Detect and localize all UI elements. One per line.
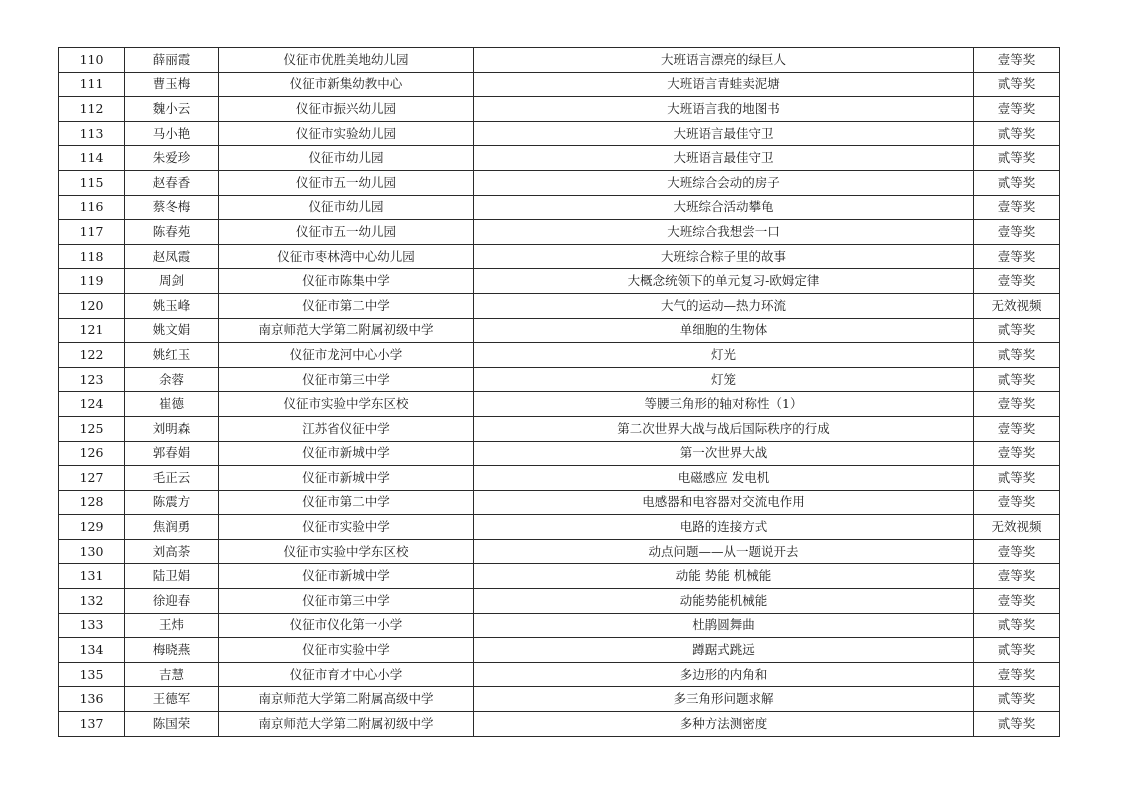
school-name-cell: 仪征市第三中学 xyxy=(219,367,474,392)
school-name-cell: 仪征市幼儿园 xyxy=(219,195,474,220)
entry-number-cell: 132 xyxy=(59,589,125,614)
teacher-name-cell: 王炜 xyxy=(125,613,219,638)
table-row xyxy=(59,170,1060,195)
teacher-name-cell: 崔德 xyxy=(125,392,219,417)
entry-number-cell: 135 xyxy=(59,662,125,687)
award-level-cell: 贰等奖 xyxy=(974,146,1060,171)
award-level-cell: 壹等奖 xyxy=(974,441,1060,466)
lesson-title-cell: 大班综合活动攀龟 xyxy=(474,195,974,220)
entry-number-cell: 136 xyxy=(59,687,125,712)
award-level-cell: 壹等奖 xyxy=(974,539,1060,564)
lesson-title-cell: 蹲踞式跳远 xyxy=(474,638,974,663)
table-row xyxy=(59,97,1060,122)
award-level-cell: 壹等奖 xyxy=(974,269,1060,294)
award-level-cell: 无效视频 xyxy=(974,293,1060,318)
table-row xyxy=(59,638,1060,663)
teacher-name-cell: 吉慧 xyxy=(125,662,219,687)
school-name-cell: 仪征市新城中学 xyxy=(219,466,474,491)
entry-number-cell: 112 xyxy=(59,97,125,122)
entry-number-cell: 110 xyxy=(59,48,125,73)
school-name-cell: 仪征市第三中学 xyxy=(219,589,474,614)
lesson-title-cell: 等腰三角形的轴对称性（1） xyxy=(474,392,974,417)
school-name-cell: 南京师范大学第二附属初级中学 xyxy=(219,318,474,343)
entry-number-cell: 119 xyxy=(59,269,125,294)
award-results-table xyxy=(58,47,1060,737)
table-row xyxy=(59,293,1060,318)
lesson-title-cell: 电感器和电容器对交流电作用 xyxy=(474,490,974,515)
table-row xyxy=(59,490,1060,515)
teacher-name-cell: 郭春娟 xyxy=(125,441,219,466)
school-name-cell: 仪征市实验幼儿园 xyxy=(219,121,474,146)
table-row xyxy=(59,589,1060,614)
teacher-name-cell: 周剑 xyxy=(125,269,219,294)
teacher-name-cell: 姚文娟 xyxy=(125,318,219,343)
table-row xyxy=(59,687,1060,712)
award-level-cell: 贰等奖 xyxy=(974,712,1060,737)
teacher-name-cell: 薛丽霞 xyxy=(125,48,219,73)
award-level-cell: 贰等奖 xyxy=(974,613,1060,638)
table-row xyxy=(59,441,1060,466)
lesson-title-cell: 灯光 xyxy=(474,343,974,368)
award-level-cell: 壹等奖 xyxy=(974,48,1060,73)
teacher-name-cell: 焦润勇 xyxy=(125,515,219,540)
entry-number-cell: 115 xyxy=(59,170,125,195)
school-name-cell: 仪征市仪化第一小学 xyxy=(219,613,474,638)
table-row xyxy=(59,662,1060,687)
lesson-title-cell: 灯笼 xyxy=(474,367,974,392)
school-name-cell: 仪征市振兴幼儿园 xyxy=(219,97,474,122)
lesson-title-cell: 大概念统领下的单元复习-欧姆定律 xyxy=(474,269,974,294)
entry-number-cell: 116 xyxy=(59,195,125,220)
table-row xyxy=(59,367,1060,392)
lesson-title-cell: 第一次世界大战 xyxy=(474,441,974,466)
teacher-name-cell: 陈震方 xyxy=(125,490,219,515)
award-level-cell: 壹等奖 xyxy=(974,662,1060,687)
teacher-name-cell: 陈春苑 xyxy=(125,220,219,245)
award-level-cell: 贰等奖 xyxy=(974,466,1060,491)
teacher-name-cell: 陈国荣 xyxy=(125,712,219,737)
teacher-name-cell: 刘明森 xyxy=(125,416,219,441)
school-name-cell: 仪征市五一幼儿园 xyxy=(219,170,474,195)
award-level-cell: 壹等奖 xyxy=(974,392,1060,417)
table-row xyxy=(59,244,1060,269)
teacher-name-cell: 曹玉梅 xyxy=(125,72,219,97)
entry-number-cell: 131 xyxy=(59,564,125,589)
table-row xyxy=(59,146,1060,171)
lesson-title-cell: 单细胞的生物体 xyxy=(474,318,974,343)
entry-number-cell: 122 xyxy=(59,343,125,368)
award-level-cell: 壹等奖 xyxy=(974,97,1060,122)
lesson-title-cell: 动能 势能 机械能 xyxy=(474,564,974,589)
entry-number-cell: 126 xyxy=(59,441,125,466)
school-name-cell: 仪征市实验中学 xyxy=(219,638,474,663)
table-row xyxy=(59,220,1060,245)
lesson-title-cell: 大班语言我的地图书 xyxy=(474,97,974,122)
table-row xyxy=(59,564,1060,589)
school-name-cell: 仪征市实验中学 xyxy=(219,515,474,540)
lesson-title-cell: 大班语言最佳守卫 xyxy=(474,121,974,146)
table-row xyxy=(59,269,1060,294)
award-level-cell: 壹等奖 xyxy=(974,490,1060,515)
award-level-cell: 贰等奖 xyxy=(974,121,1060,146)
teacher-name-cell: 刘高荼 xyxy=(125,539,219,564)
lesson-title-cell: 大班综合会动的房子 xyxy=(474,170,974,195)
lesson-title-cell: 大气的运动—热力环流 xyxy=(474,293,974,318)
school-name-cell: 仪征市优胜美地幼儿园 xyxy=(219,48,474,73)
award-level-cell: 贰等奖 xyxy=(974,687,1060,712)
award-level-cell: 贰等奖 xyxy=(974,318,1060,343)
entry-number-cell: 134 xyxy=(59,638,125,663)
entry-number-cell: 113 xyxy=(59,121,125,146)
award-level-cell: 无效视频 xyxy=(974,515,1060,540)
teacher-name-cell: 蔡冬梅 xyxy=(125,195,219,220)
lesson-title-cell: 动能势能机械能 xyxy=(474,589,974,614)
teacher-name-cell: 梅晓燕 xyxy=(125,638,219,663)
teacher-name-cell: 余蓉 xyxy=(125,367,219,392)
award-level-cell: 贰等奖 xyxy=(974,170,1060,195)
table-row xyxy=(59,48,1060,73)
award-level-cell: 壹等奖 xyxy=(974,195,1060,220)
lesson-title-cell: 动点问题——从一题说开去 xyxy=(474,539,974,564)
table-row xyxy=(59,195,1060,220)
award-level-cell: 壹等奖 xyxy=(974,589,1060,614)
lesson-title-cell: 第二次世界大战与战后国际秩序的行成 xyxy=(474,416,974,441)
lesson-title-cell: 大班语言漂亮的绿巨人 xyxy=(474,48,974,73)
entry-number-cell: 120 xyxy=(59,293,125,318)
table-row xyxy=(59,121,1060,146)
school-name-cell: 仪征市第二中学 xyxy=(219,490,474,515)
school-name-cell: 仪征市枣林湾中心幼儿园 xyxy=(219,244,474,269)
award-level-cell: 贰等奖 xyxy=(974,367,1060,392)
entry-number-cell: 117 xyxy=(59,220,125,245)
entry-number-cell: 127 xyxy=(59,466,125,491)
teacher-name-cell: 赵凤霞 xyxy=(125,244,219,269)
lesson-title-cell: 大班语言青蛙卖泥塘 xyxy=(474,72,974,97)
award-level-cell: 壹等奖 xyxy=(974,416,1060,441)
award-level-cell: 壹等奖 xyxy=(974,564,1060,589)
table-row xyxy=(59,318,1060,343)
lesson-title-cell: 多三角形问题求解 xyxy=(474,687,974,712)
lesson-title-cell: 电磁感应 发电机 xyxy=(474,466,974,491)
entry-number-cell: 124 xyxy=(59,392,125,417)
lesson-title-cell: 多种方法测密度 xyxy=(474,712,974,737)
lesson-title-cell: 杜鹃圆舞曲 xyxy=(474,613,974,638)
table-row xyxy=(59,515,1060,540)
school-name-cell: 仪征市陈集中学 xyxy=(219,269,474,294)
teacher-name-cell: 朱爱珍 xyxy=(125,146,219,171)
table-row xyxy=(59,416,1060,441)
school-name-cell: 仪征市实验中学东区校 xyxy=(219,539,474,564)
table-row xyxy=(59,392,1060,417)
entry-number-cell: 128 xyxy=(59,490,125,515)
teacher-name-cell: 姚玉峰 xyxy=(125,293,219,318)
school-name-cell: 仪征市新集幼教中心 xyxy=(219,72,474,97)
school-name-cell: 仪征市第二中学 xyxy=(219,293,474,318)
school-name-cell: 仪征市新城中学 xyxy=(219,564,474,589)
table-row xyxy=(59,539,1060,564)
school-name-cell: 仪征市幼儿园 xyxy=(219,146,474,171)
lesson-title-cell: 大班综合我想尝一口 xyxy=(474,220,974,245)
award-level-cell: 壹等奖 xyxy=(974,244,1060,269)
award-level-cell: 贰等奖 xyxy=(974,343,1060,368)
entry-number-cell: 114 xyxy=(59,146,125,171)
table-row xyxy=(59,343,1060,368)
table-row xyxy=(59,613,1060,638)
award-level-cell: 贰等奖 xyxy=(974,72,1060,97)
entry-number-cell: 123 xyxy=(59,367,125,392)
award-level-cell: 壹等奖 xyxy=(974,220,1060,245)
teacher-name-cell: 魏小云 xyxy=(125,97,219,122)
school-name-cell: 江苏省仪征中学 xyxy=(219,416,474,441)
teacher-name-cell: 姚红玉 xyxy=(125,343,219,368)
award-level-cell: 贰等奖 xyxy=(974,638,1060,663)
entry-number-cell: 137 xyxy=(59,712,125,737)
school-name-cell: 仪征市实验中学东区校 xyxy=(219,392,474,417)
table-body xyxy=(59,48,1060,737)
school-name-cell: 仪征市龙河中心小学 xyxy=(219,343,474,368)
entry-number-cell: 111 xyxy=(59,72,125,97)
teacher-name-cell: 徐迎春 xyxy=(125,589,219,614)
table-row xyxy=(59,72,1060,97)
entry-number-cell: 118 xyxy=(59,244,125,269)
school-name-cell: 仪征市五一幼儿园 xyxy=(219,220,474,245)
lesson-title-cell: 大班语言最佳守卫 xyxy=(474,146,974,171)
entry-number-cell: 129 xyxy=(59,515,125,540)
school-name-cell: 仪征市新城中学 xyxy=(219,441,474,466)
lesson-title-cell: 电路的连接方式 xyxy=(474,515,974,540)
teacher-name-cell: 赵春香 xyxy=(125,170,219,195)
teacher-name-cell: 王德军 xyxy=(125,687,219,712)
entry-number-cell: 130 xyxy=(59,539,125,564)
entry-number-cell: 121 xyxy=(59,318,125,343)
table-row xyxy=(59,466,1060,491)
teacher-name-cell: 马小艳 xyxy=(125,121,219,146)
school-name-cell: 南京师范大学第二附属高级中学 xyxy=(219,687,474,712)
entry-number-cell: 125 xyxy=(59,416,125,441)
teacher-name-cell: 陆卫娟 xyxy=(125,564,219,589)
entry-number-cell: 133 xyxy=(59,613,125,638)
lesson-title-cell: 大班综合粽子里的故事 xyxy=(474,244,974,269)
teacher-name-cell: 毛正云 xyxy=(125,466,219,491)
table-row xyxy=(59,712,1060,737)
school-name-cell: 仪征市育才中心小学 xyxy=(219,662,474,687)
lesson-title-cell: 多边形的内角和 xyxy=(474,662,974,687)
school-name-cell: 南京师范大学第二附属初级中学 xyxy=(219,712,474,737)
